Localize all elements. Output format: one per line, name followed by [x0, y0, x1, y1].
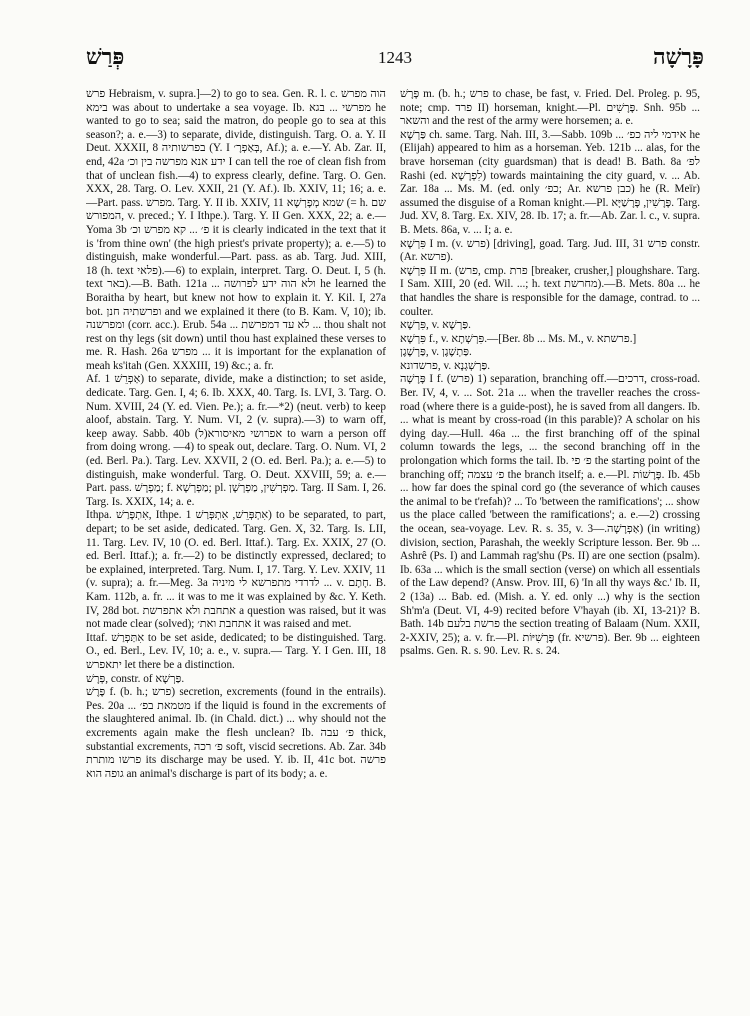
entry-paragraph: פִּרְשָׁא II m. (פרש, cmp. פרת [breaker, crusher,] ploughshare. Targ. I Sam. XIII, 20 (ed. Wil. ...; h. text מחרשת).—B. Mets. 80a ... he that handles the share is responsible for the damage, contrad. to ... coulter. — [400, 264, 700, 318]
entry-paragraph: פרש Hebraism, v. supra.]—2) to go to sea. Gen. R. l. c. הוה מפרש בימא was about to undertake a sea voyage. Ib. מפרשי ... בגא he wanted to go to sea; said the matron, do people go to sea at this season?; a. e.—3) to separate, divide, distinguish. Targ. O. a. Y. II Deut. XXXII, 8 בפרשותיה (Y. I בְּאַפְרָ׳, Af.); a. e.—Y. Ab. Zar. II, end, 42a ידע אנא מפרשה בין וכ׳ I can tell the roe of clean fish from that of unclean fish.—4) to express clearly, define. Targ. O. Gen. XXX, 28. Targ. O. Lev. XXII, 21 (Y. Af.). Ib. XXIV, 11; 16; a. e.—Part. pass. מפרש. Targ. Y. II ib. XXIV, 11 שמא מְפָרְשָׁא (= h. שם המפורש, v. preced.; Y. I Ithpe.). Targ. Y. II Gen. XXX, 22; a. e.—Yoma 3b פ׳ ... קא מפרש וכ׳ it is clearly indicated in the text that it is 'from thine own' (the high priest's private property); a. e.—5) to distinguish, make wonderful.—Part. pass. as ab. Targ. Jud. XIII, 18 (h. text פלאי).—6) to explain, interpret. Targ. O. Deut. I, 5 (h. text באר).—B. Bath. 121a ... ולא הוה ידע לפרושה he learned the Boraitha by heart, but knew not how to explain it. Y. Kil. I, 27a bot. ופרשתיה חנן and we explained it there (to B. Kam. V, 10); ib. ומפרשנה (corr. acc.). Erub. 54a ... לא עד דמפרשת ... thou shalt not rest on thy legs (sit down) until thou hast explained these verses to me. R. Hash. 26a מפרש ... it is important for the explanation of meah ks'itah (Gen. XXXIII, 19) &c.; a. fr. — [86, 88, 386, 372]
entry-paragraph: פֶּרֶשׁ f. (b. h.; פרש) secretion, excrements (found in the entrails). Pes. 20a ... מטמאת בפ׳ if the liquid is found in the excrements of the slaughtered animal. Ib. (in Chald. dict.) ... why should not the excrements again make the flesh unclean? Ib. פ׳ עבה thick, substantial excrements, פ׳ רכה soft, viscid secretions. Ab. Zar. 34b פרשו מותרת its discharge may be used. Y. ib. II, 41c bot. פרשה גופה הוא an animal's discharge is part of its body; a. e. — [86, 686, 386, 780]
right-guide-word: פָּרָשָׁה — [652, 44, 704, 69]
entry-paragraph: פַּרְשֶׁגֶן, v. פַּתְשֶׁגֶן. — [400, 346, 472, 359]
right-column — [400, 88, 700, 781]
entry-paragraph: Ithpa. אִתְפָּרַשׁ, Ithpe. אִתְפְּרֵשׁ, אִתְפְּרַשׁ 1) to be separated, to part, depart; to be set aside, dedicated. Targ. Gen. X, 32. Targ. Is. LII, 11. Targ. Lev. IV, 10 (O. ed. Berl. Ittaf.). Targ. Ex. XXIX, 27 (O. ed. Berl. Ittaf.); a. fr.—2) to be distinctly expressed, declared; to be explained, interpreted. Targ. Num. I, 17. Targ. Y. Lev. XXIV, 11 (v. supra); a. fr.—Meg. 3a לדרדי מתפרשא לי מיניה ... v. חָתָם. B. Kam. 112b, a. fr. ... it was to me it was explained by &c. Y. Keth. IV, 28d bot. אתחבת ולא אתפרשת a question was raised, but it was not made clear (solved); אתחבת ואת׳ it was raised and met. — [86, 509, 386, 631]
left-guide-word: פְּרַשׁ — [86, 44, 125, 69]
entry-paragraph: פְּרָשׁ, constr. of פַּרְשָׁא. — [86, 672, 185, 685]
entry-paragraph: פִּרְשָׁא f., v. פִּרְשְׁתָא.—[Ber. 8b ... Ms. M., v. פרשתא.] — [400, 332, 637, 345]
left-column — [86, 88, 386, 781]
entry-paragraph: Af. אַפְרֵשׁ 1) to separate, divide, make a distinction; to set aside, dedicate. Targ. Gen. I, 4; 6. Ib. XXX, 40. Targ. Is. LVI, 3. Targ. O. Num. XVIII, 24 (Y. ed. Vien. Pe.); a. fr.—*2) (neut. verb) to keep aloof, abstain. Targ. Y. Num. VI, 2 (v. supra).—3) to warn off, keep away. Sabb. 40b (ל)אפרושי מאיסורא to warn a person off from doing wrong. —4) to speak out, declare. Targ. O. Num. VI, 2 (ed. Berl. Pa.). Targ. Lev. XXVII, 2 (O. ed. Berl. Pa.); a. e.—5) to distinguish, make wonderful. Targ. O. Deut. XXVIII, 59; a. e.—Part. pass. מַפְרָשׁ; f. מַפְרְשָׁא; pl. מַפְרְשִׁין, מַפְרְשָׁן. Targ. II Sam. I, 26. Targ. Is. XXIX, 14; a. e. — [86, 373, 386, 508]
entry-paragraph: Ittaf. אִתַּפְרַשׁ to be set aside, dedicated; to be distinguished. Targ. O., ed. Berl., Lev. IV, 10; a. e., v. supra.— Targ. Y. I Gen. III, 18 יתאפרש let there be a distinction. — [86, 631, 386, 671]
text-columns — [86, 88, 704, 781]
page-header — [86, 34, 704, 70]
entry-paragraph: פִּרְשָׁא, v. פַּרְשָׁא. — [400, 319, 471, 332]
entry-paragraph: פִּרְשָׁא I m. (v. פרש) [driving], goad. Targ. Jud. III, 31 פרש constr. (Ar. פרשא). — [400, 237, 700, 264]
entry-paragraph: פָּרָשָׁה I f. (פרש) 1) separation, branching off.—דרכים, cross-road. Ber. IV, 4, v. ... Sot. 21a ... when the traveller reaches the cross-road (where there is a guide-post), he is saved from all dangers. Ib. ... what is meant by cross-road (in this parable)? A scholar on his dying day.—Hull. 46a ... the first branching off of the spinal column towards the legs, ... the second branching off in the prolongation which forms the tail. Ib. פ׳ פי the starting point of the branching off; פ׳ עצמה the branch itself; a. e.—Pl. פָּרָשׁוֹת. Ib. 45b ... how far does the spinal cord go (the severance of which causes the animal to be t'refah)? ... To 'between the ramifications'; ... show us the place called 'between the ramifications'; a. e.—2) crossing the ocean, sea-voyage. Lev. R. s. 35, v. אַפְרָשָׁה.—3) (in writing) division, section, Parashah, the weekly Scripture lesson. Ber. 9b ... Ashrê (Ps. I) and Lammah rag'shu (Ps. II) are one section (psalm). Ib. 63a ... which is the small section (verse) on which all essentials of the Law depend? (Answ. Prov. III, 6) 'In all thy ways &c.' Ib. II, 2 (13a) ... Bab. ed. (Mish. a. Y. ed. only ...) why is the section Sh'm'a (Deut. VI, 4-9) recited before V'hayah (ib. XI, 13-21)? B. Bath. 14b פרשת בלעם the section treating of Balaam (Num. XXII, 2-XXIV, 25); a. v. fr.—Pl. פָּרָשִׁיּוֹת (fr. פרשיא). Ber. 9b ... eighteen psalms. Gen. R. s. 90. Lev. R. s. 24. — [400, 373, 700, 658]
entry-paragraph: פַּרְשָׁא ch. same. Targ. Nah. III, 3.—Sabb. 109b ... אידמי ליה כפ׳ he (Elijah) appeared to him as a horseman. Yeb. 121b ... alas, for the brave horseman (city guardsman) that is dead! B. Bath. 8a לפ׳ Rashi (ed. לִפְרָשָׁא) towards maintaining the city guard, v. ... Ab. Zar. 18a ... Ms. M. (ed. only כפ׳; Ar. כבן פרשא) he (R. Meïr) assumed the disguise of a Roman knight.—Pl. פָּרָשִׁין, פָּרָשַׁיָּא. Targ. Jud. XV, 8. Targ. Ex. XIV, 28. Ib. 17; a. fr.—Ab. Zar. l. c., v. supra. B. Mets. 86a, v. ... I; a. e. — [400, 128, 700, 236]
entry-paragraph: פרשדונא, v. פַּרְשְׁגְנָא. — [400, 359, 491, 372]
entry-paragraph: פָּרָשׁ m. (b. h.; פרש to chase, be fast, v. Fried. Del. Proleg. p. 95, note; cmp. פרד II) horseman, knight.—Pl. פָּרָשִׁים. Snh. 95b ... והשאר and the rest of the army were horsemen; a. e. — [400, 88, 700, 128]
page-number: 1243 — [378, 48, 412, 67]
